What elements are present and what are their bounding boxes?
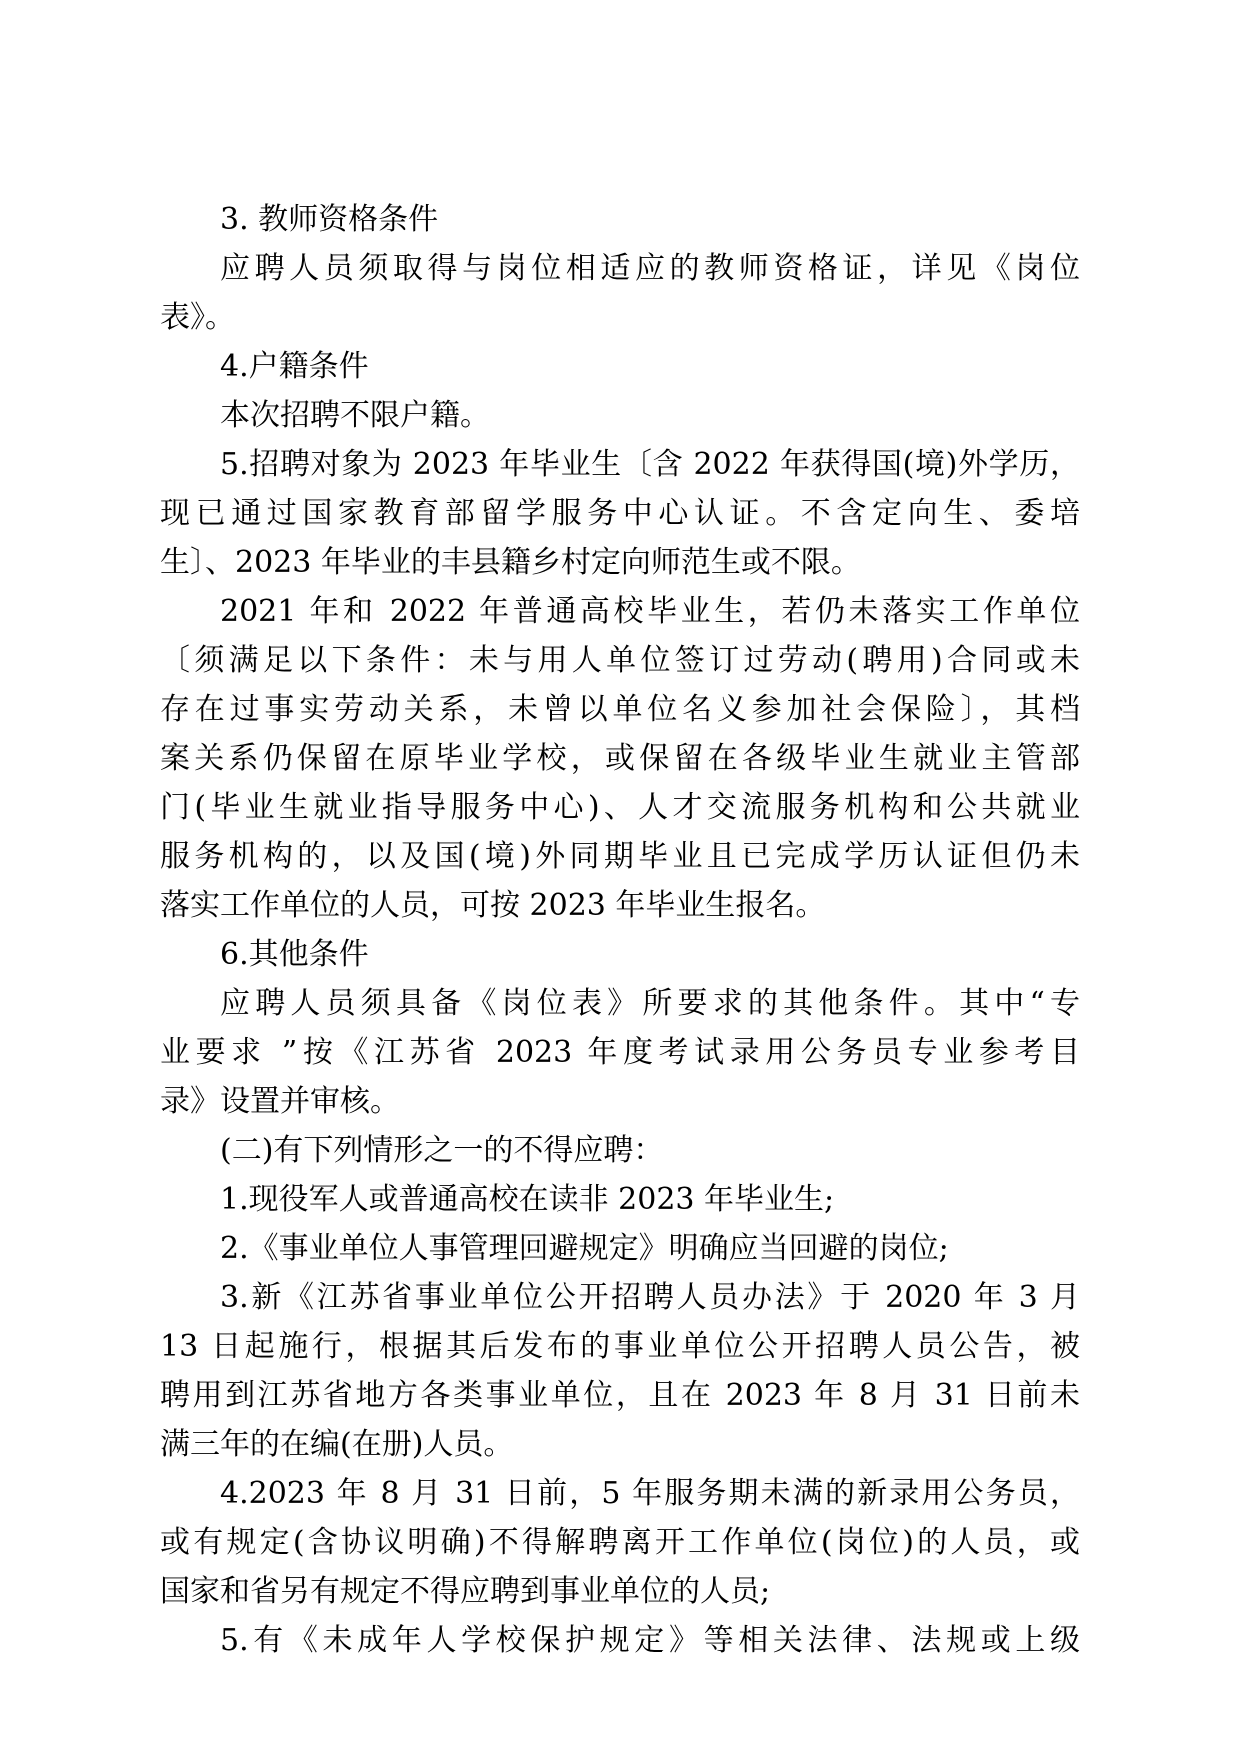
line-body: 国家和省另有规定不得应聘到事业单位的人员; — [160, 1574, 771, 1609]
line-list-item: 1.现役军人或普通高校在读非 2023 年毕业生; — [220, 1182, 835, 1217]
line-body: 门(毕业生就业指导服务中心)、人才交流服务机构和公共就业 — [160, 790, 1080, 825]
line-household-heading: 4.户籍条件 — [220, 349, 369, 384]
line-body: 13 日起施行，根据其后发布的事业单位公开招聘人员公告，被 — [160, 1329, 1080, 1364]
line-body: 2021 年和 2022 年普通高校毕业生，若仍未落实工作单位 — [220, 594, 1080, 629]
line-body: 录》设置并审核。 — [160, 1084, 400, 1119]
line-body: 服务机构的，以及国(境)外同期毕业且已完成学历认证但仍未 — [160, 839, 1080, 874]
line-body: 落实工作单位的人员，可按 2023 年毕业生报名。 — [160, 888, 826, 923]
line-body: 存在过事实劳动关系，未曾以单位名义参加社会保险〕，其档 — [160, 692, 1080, 727]
line-list-item: 2.《事业单位人事管理回避规定》明确应当回避的岗位; — [220, 1231, 949, 1266]
line-body: 5.招聘对象为 2023 年毕业生〔含 2022 年获得国(境)外学历， — [220, 447, 1080, 482]
line-body: 本次招聘不限户籍。 — [220, 398, 490, 433]
line-body: 表》。 — [160, 300, 235, 335]
line-body: 〔须满足以下条件：未与用人单位签订过劳动(聘用)合同或未 — [160, 643, 1080, 678]
line-body: 生〕、2023 年毕业的丰县籍乡村定向师范生或不限。 — [160, 545, 861, 580]
line-body: 或有规定(含协议明确)不得解聘离开工作单位(岗位)的人员，或 — [160, 1525, 1080, 1560]
line-section-heading: (二)有下列情形之一的不得应聘： — [220, 1133, 664, 1168]
line-list-item: 4.2023 年 8 月 31 日前，5 年服务期未满的新录用公务员， — [220, 1476, 1080, 1511]
line-body: 现已通过国家教育部留学服务中心认证。不含定向生、委培 — [160, 496, 1080, 531]
line-body: 聘用到江苏省地方各类事业单位，且在 2023 年 8 月 31 日前未 — [160, 1378, 1080, 1413]
line-body: 应聘人员须取得与岗位相适应的教师资格证，详见《岗位 — [220, 251, 1080, 286]
line-list-item: 5.有《未成年人学校保护规定》等相关法律、法规或上级 — [220, 1623, 1080, 1658]
line-other-conditions-heading: 6.其他条件 — [220, 937, 369, 972]
line-body: 案关系仍保留在原毕业学校，或保留在各级毕业生就业主管部 — [160, 741, 1080, 776]
line-teacher-qualification-heading: 3. 教师资格条件 — [220, 202, 439, 237]
line-body: 满三年的在编(在册)人员。 — [160, 1427, 514, 1462]
line-body: 应聘人员须具备《岗位表》所要求的其他条件。其中“专 — [220, 986, 1080, 1021]
line-body: 业要求 ”按《江苏省 2023 年度考试录用公务员专业参考目 — [160, 1035, 1080, 1070]
line-list-item: 3.新《江苏省事业单位公开招聘人员办法》于 2020 年 3 月 — [220, 1280, 1080, 1315]
